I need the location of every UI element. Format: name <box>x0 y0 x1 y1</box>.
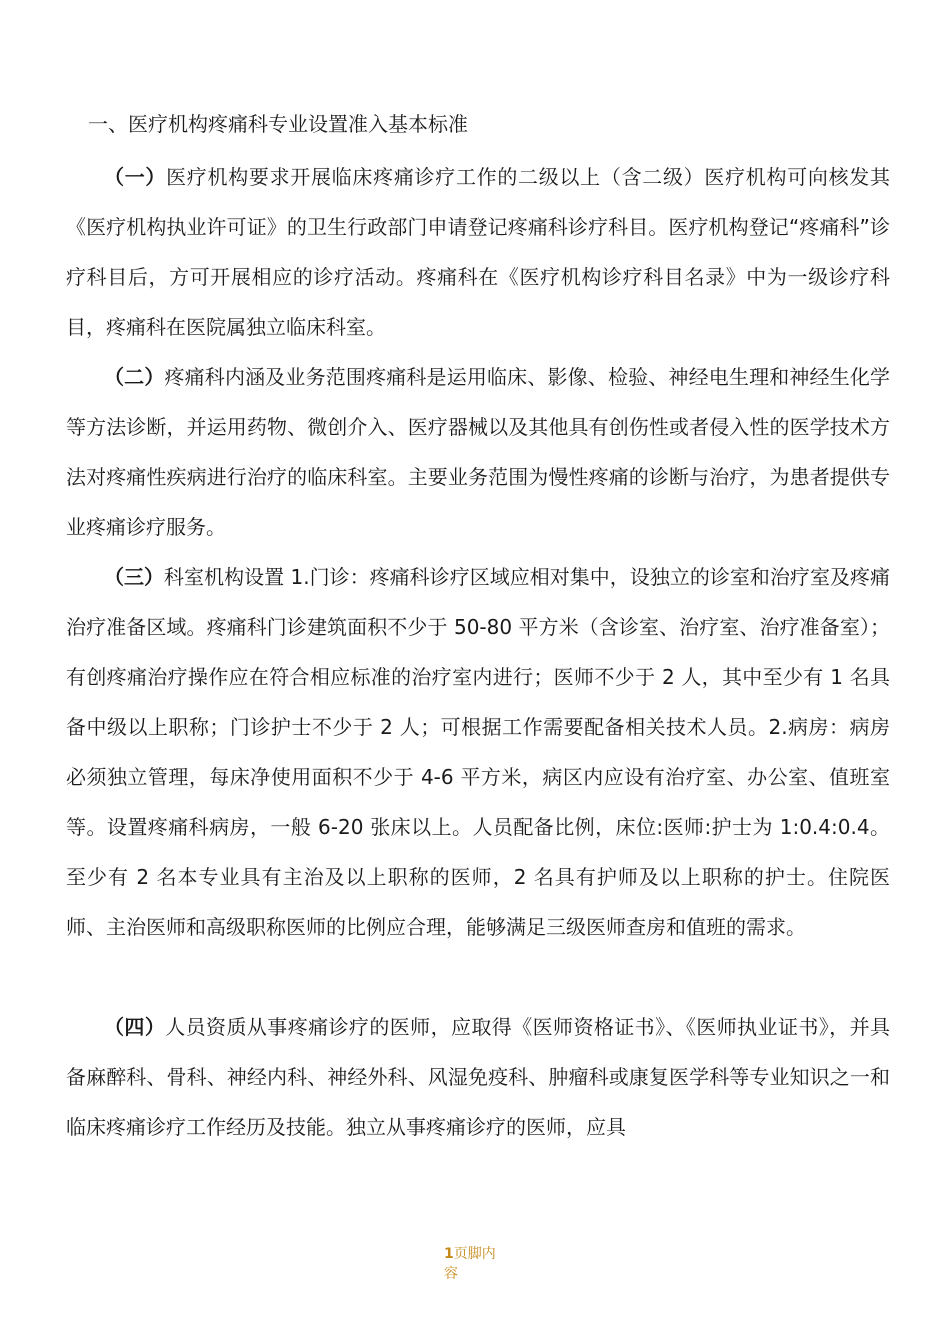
paragraph-3-number: （三） <box>104 565 165 589</box>
section-heading: 一、医疗机构疼痛科专业设置准入基本标准 <box>88 112 468 136</box>
paragraph-4-number: （四） <box>104 1015 166 1039</box>
footer-label: 页脚内容 <box>444 1246 496 1282</box>
paragraph-4-text: 人员资质从事疼痛诊疗的医师，应取得《医师资格证书》、《医师执业证书》，并具备麻醉科、骨科、神经内科、神经外科、风湿免疫科、肿瘤科或康复医学科等专业知识之一和临床疼痛诊疗工作经历及技能。独立从事疼痛诊疗的医师，应具 <box>66 1015 891 1139</box>
footer-page-number: 1 <box>444 1246 454 1262</box>
paragraph-1-number: （一） <box>104 165 167 189</box>
paragraph-2 <box>66 352 890 552</box>
paragraph-2-text: 疼痛科内涵及业务范围疼痛科是运用临床、影像、检验、神经电生理和神经生化学等方法诊断，并运用药物、微创介入、医疗器械以及其他具有创伤性或者侵入性的医学技术方法对疼痛性疾病进行治疗的临床科室。主要业务范围为慢性疼痛的诊断与治疗，为患者提供专业疼痛诊疗服务。 <box>66 365 891 539</box>
paragraph-1-text: 医疗机构要求开展临床疼痛诊疗工作的二级以上（含二级）医疗机构可向核发其《医疗机构执业许可证》的卫生行政部门申请登记疼痛科诊疗科目。医疗机构登记“疼痛科”诊疗科目后，方可开展相应的诊疗活动。疼痛科在《医疗机构诊疗科目名录》中为一级诊疗科目，疼痛科在医院属独立临床科室。 <box>66 165 891 339</box>
paragraph-3 <box>66 552 890 952</box>
page-footer <box>444 1244 504 1284</box>
paragraph-1 <box>66 152 890 352</box>
paragraph-2-number: （二） <box>104 365 165 389</box>
paragraph-3-text: 科室机构设置 1.门诊：疼痛科诊疗区域应相对集中，设独立的诊室和治疗室及疼痛治疗准备区域。疼痛科门诊建筑面积不少于 50-80 平方米（含诊室、治疗室、治疗准备室）；有创疼痛治疗操作应在符合相应标准的治疗室内进行；医师不少于 2 人，其中至少有 1 名具备中级以上职称；门诊护士不少于 2 人；可根据工作需要配备相关技术人员。2.病房：病房必须独立管理，每床净使用面积不少于 4-6 平方米，病区内应设有治疗室、办公室、值班室等。设置疼痛科病房，一般 6-20 张床以上。人员配备比例，床位:医师:护士为 1:0.4:0.4。至少有 2 名本专业具有主治及以上职称的医师，2 名具有护师及以上职称的护士。住院医师、主治医师和高级职称医师的比例应合理，能够满足三级医师查房和值班的需求。 <box>66 565 890 939</box>
paragraph-4 <box>66 1002 890 1152</box>
